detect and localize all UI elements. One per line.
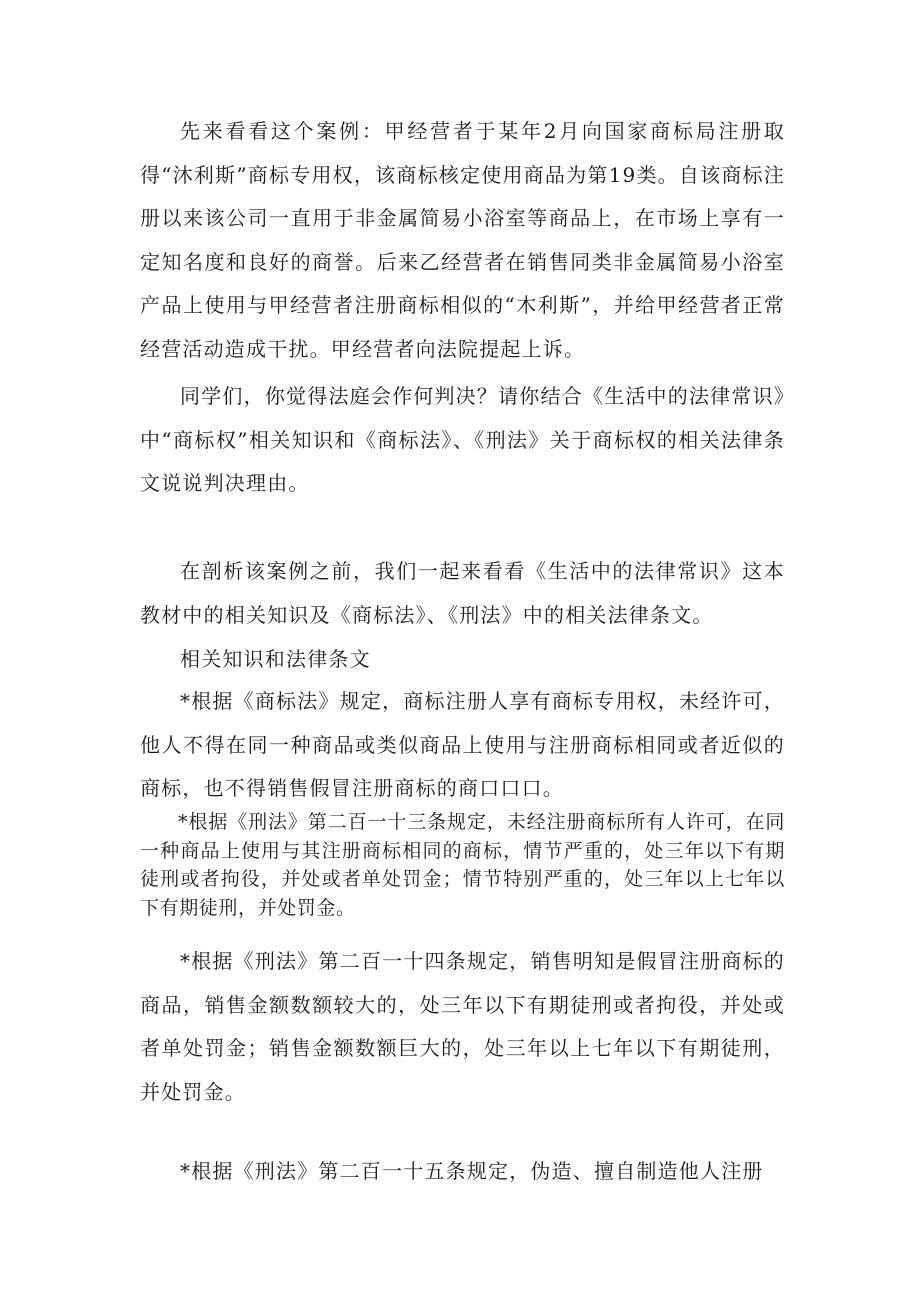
- intro-paragraph: 在剖析该案例之前，我们一起来看看《生活中的法律常识》这本教材中的相关知识及《商标法》、《刑法》中的相关法律条文。: [140, 559, 785, 627]
- section-heading: 相关知识和法律条文: [180, 647, 371, 671]
- question-paragraph: 同学们，你觉得法庭会作何判决？请你结合《生活中的法律常识》中“商标权”相关知识和《商标法》、《刑法》关于商标权的相关法律条文说说判决理由。: [140, 384, 785, 495]
- criminal-law-article-214: *根据《刑法》第二百一十四条规定，销售明知是假冒注册商标的商品，销售金额数额较大的，处三年以下有期徒刑或者拘役，并处或者单处罚金；销售金额数额巨大的，处三年以上七年以下有期徒刑，并处罚金。: [140, 949, 785, 1104]
- case-paragraph: 先来看看这个案例：甲经营者于某年2月向国家商标局注册取得“沐利斯”商标专用权，该商标核定使用商品为第19类。自该商标注册以来该公司一直用于非金属简易小浴室等商品上，在市场上享有一定知名度和良好的商誉。后来乙经营者在销售同类非金属简易小浴室产品上使用与甲经营者注册商标相似的“木利斯”，并给甲经营者正常经营活动造成干扰。甲经营者向法院提起上诉。: [140, 119, 785, 361]
- trademark-law-clause: *根据《商标法》规定，商标注册人享有商标专用权，未经许可，他人不得在同一种商品或类似商品上使用与注册商标相同或者近似的商标，也不得销售假冒注册商标的商口口口。: [140, 689, 785, 800]
- criminal-law-article-213: *根据《刑法》第二百一十三条规定，未经注册商标所有人许可，在同一种商品上使用与其注册商标相同的商标，情节严重的，处三年以下有期徒刑或者拘役，并处或者单处罚金；情节特别严重的，处三年以上七年以下有期徒刑，并处罚金。: [140, 811, 785, 919]
- criminal-law-article-215: *根据《刑法》第二百一十五条规定，伪造、擅自制造他人注册: [180, 1159, 764, 1183]
